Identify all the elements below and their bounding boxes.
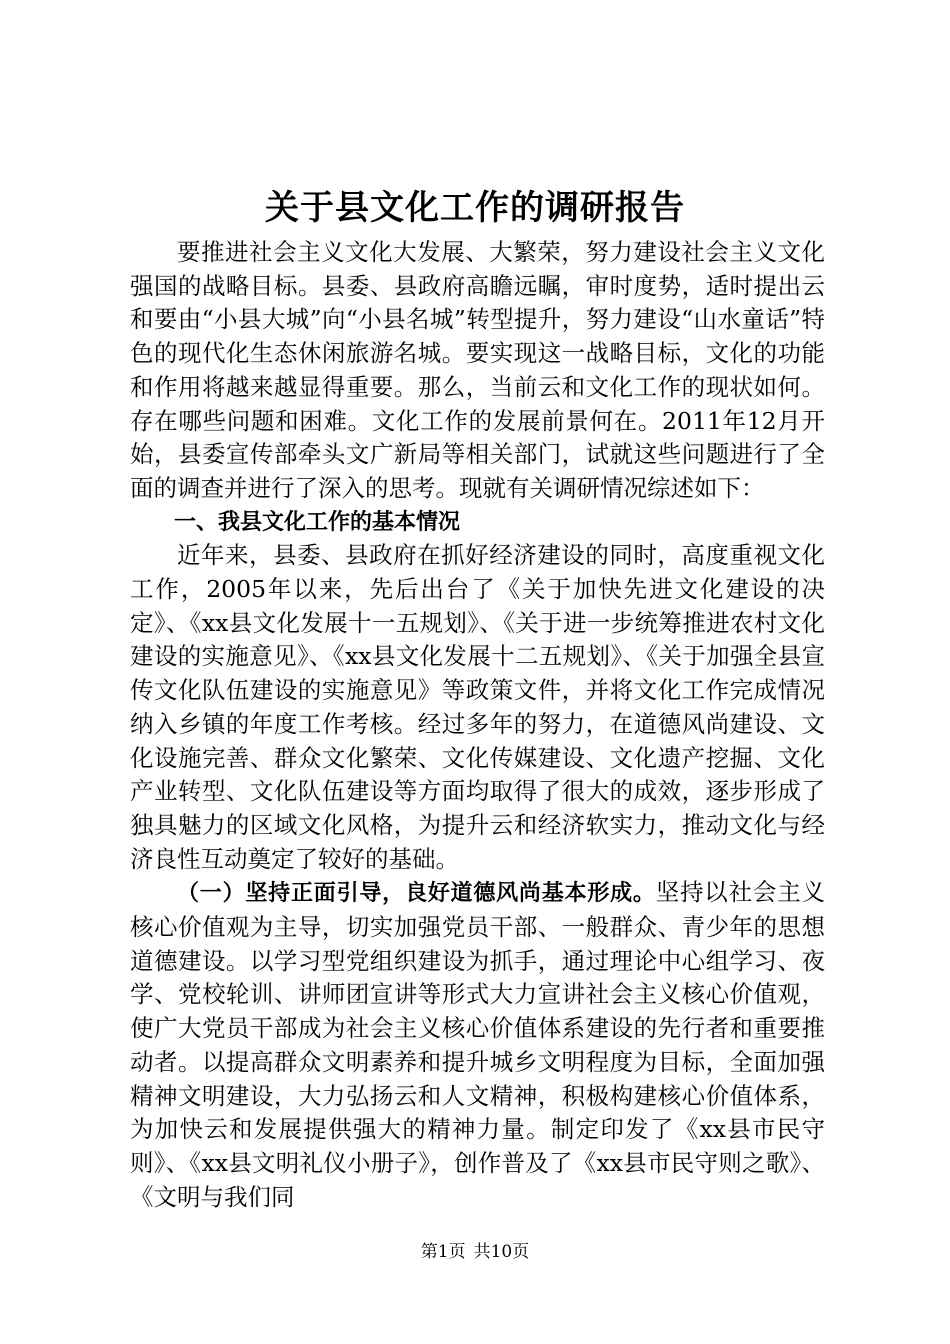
subsection-text: 坚持以社会主义核心价值观为主导，切实加强党员干部、一般群众、青少年的思想道德建设。以学习型党组织建设为抓手，通过理论中心组学习、夜学、党校轮训、讲师团宣讲等形式大力宣讲社会主义核心价值观，使广大党员干部成为社会主义核心价值体系建设的先行者和重要推动者。以提高群众文明素养和提升城乡文明程度为目标，全面加强精神文明建设，大力弘扬云和人文精神，积极构建核心价值体系，为加快云和发展提供强大的精神力量。制定印发了《xx县市民守则》、《xx县文明礼仪小册子》，创作普及了《xx县市民守则之歌》、《文明与我们同	[130, 878, 825, 1211]
section-heading: 一、我县文化工作的基本情况	[174, 509, 461, 535]
page-number: 第1页	[420, 1242, 466, 1262]
section-paragraph: 近年来，县委、县政府在抓好经济建设的同时，高度重视文化工作，2005年以来，先后出台了《关于加快先进文化建设的决定》、《xx县文化发展十一五规划》、《关于进一步统筹推进农村文化建设的实施意见》、《xx县文化发展十二五规划》、《关于加强全县宣传文化队伍建设的实施意见》等政策文件，并将文化工作完成情况纳入乡镇的年度工作考核。经过多年的努力，在道德风尚建设、文化设施完善、群众文化繁荣、文化传媒建设、文化遗产挖掘、文化产业转型、文化队伍建设等方面均取得了很大的成效，逐步形成了独具魅力的区域文化风格，为提升云和经济软实力，推动文化与经济良性互动奠定了较好的基础。	[130, 541, 825, 873]
document-title: 关于县文化工作的调研报告	[265, 188, 685, 228]
document-body	[130, 236, 825, 1214]
subsection-lead: （一）坚持正面引导，良好道德风尚基本形成。	[177, 881, 656, 907]
page-footer	[0, 1240, 950, 1264]
intro-paragraph: 要推进社会主义文化大发展、大繁荣，努力建设社会主义文化强国的战略目标。县委、县政府高瞻远瞩，审时度势，适时提出云和要由“小县大城”向“小县名城”转型提升，努力建设“山水童话”特色的现代化生态休闲旅游名城。要实现这一战略目标，文化的功能和作用将越来越显得重要。那么，当前云和文化工作的现状如何。存在哪些问题和困难。文化工作的发展前景何在。2011年12月开始，县委宣传部牵头文广新局等相关部门，试就这些问题进行了全面的调查并进行了深入的思考。现就有关调研情况综述如下：	[130, 238, 825, 502]
subsection-paragraph	[130, 876, 825, 1214]
page-total: 共10页	[473, 1242, 530, 1262]
